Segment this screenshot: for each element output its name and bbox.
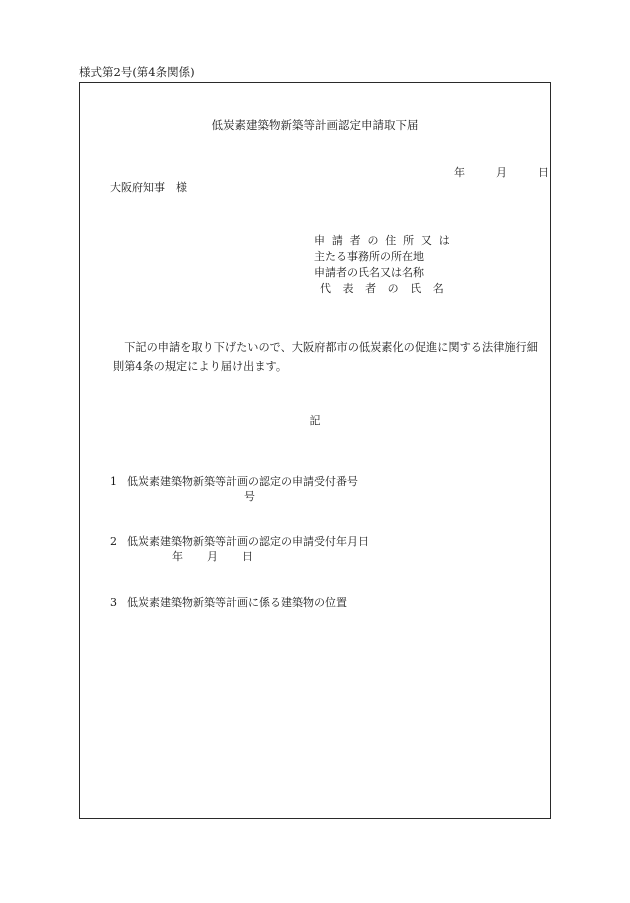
- item-1-number: 1: [110, 475, 117, 488]
- item-1-text: 低炭素建築物新築等計画の認定の申請受付番号: [127, 475, 358, 488]
- date-month: 月: [496, 166, 507, 179]
- item-2-sub-month: 月: [207, 550, 218, 563]
- date-year: 年: [454, 166, 465, 179]
- date-day: 日: [538, 166, 549, 179]
- item-2: [110, 536, 369, 547]
- applicant-address-label: 申請者の住所又は: [314, 234, 457, 247]
- item-3: [110, 597, 347, 608]
- item-1: [110, 476, 358, 487]
- document-title: 低炭素建築物新築等計画認定申請取下届: [211, 118, 419, 132]
- date-line: [454, 167, 549, 178]
- item-2-sub-day: 日: [242, 550, 253, 563]
- item-2-number: 2: [110, 535, 117, 548]
- item-2-text: 低炭素建築物新築等計画の認定の申請受付年月日: [127, 535, 369, 548]
- applicant-office-label: 主たる事務所の所在地: [314, 250, 424, 263]
- addressee: 大阪府知事 様: [110, 181, 187, 194]
- ki-heading: 記: [309, 414, 321, 427]
- applicant-name-label: 申請者の氏名又は名称: [314, 266, 424, 279]
- representative-label: 代表者の氏名: [320, 282, 456, 295]
- item-1-sub: 号: [244, 490, 255, 503]
- form-number: 様式第2号(第4条関係): [79, 65, 195, 79]
- applicant-block: [314, 233, 457, 297]
- item-3-number: 3: [110, 596, 117, 609]
- item-2-sub-year: 年: [172, 550, 183, 563]
- body-text: 下記の申請を取り下げたいので、大阪府都市の低炭素化の促進に関する法律施行細則第4条の規定により届け出ます。: [113, 341, 538, 373]
- item-3-text: 低炭素建築物新築等計画に係る建築物の位置: [127, 596, 347, 609]
